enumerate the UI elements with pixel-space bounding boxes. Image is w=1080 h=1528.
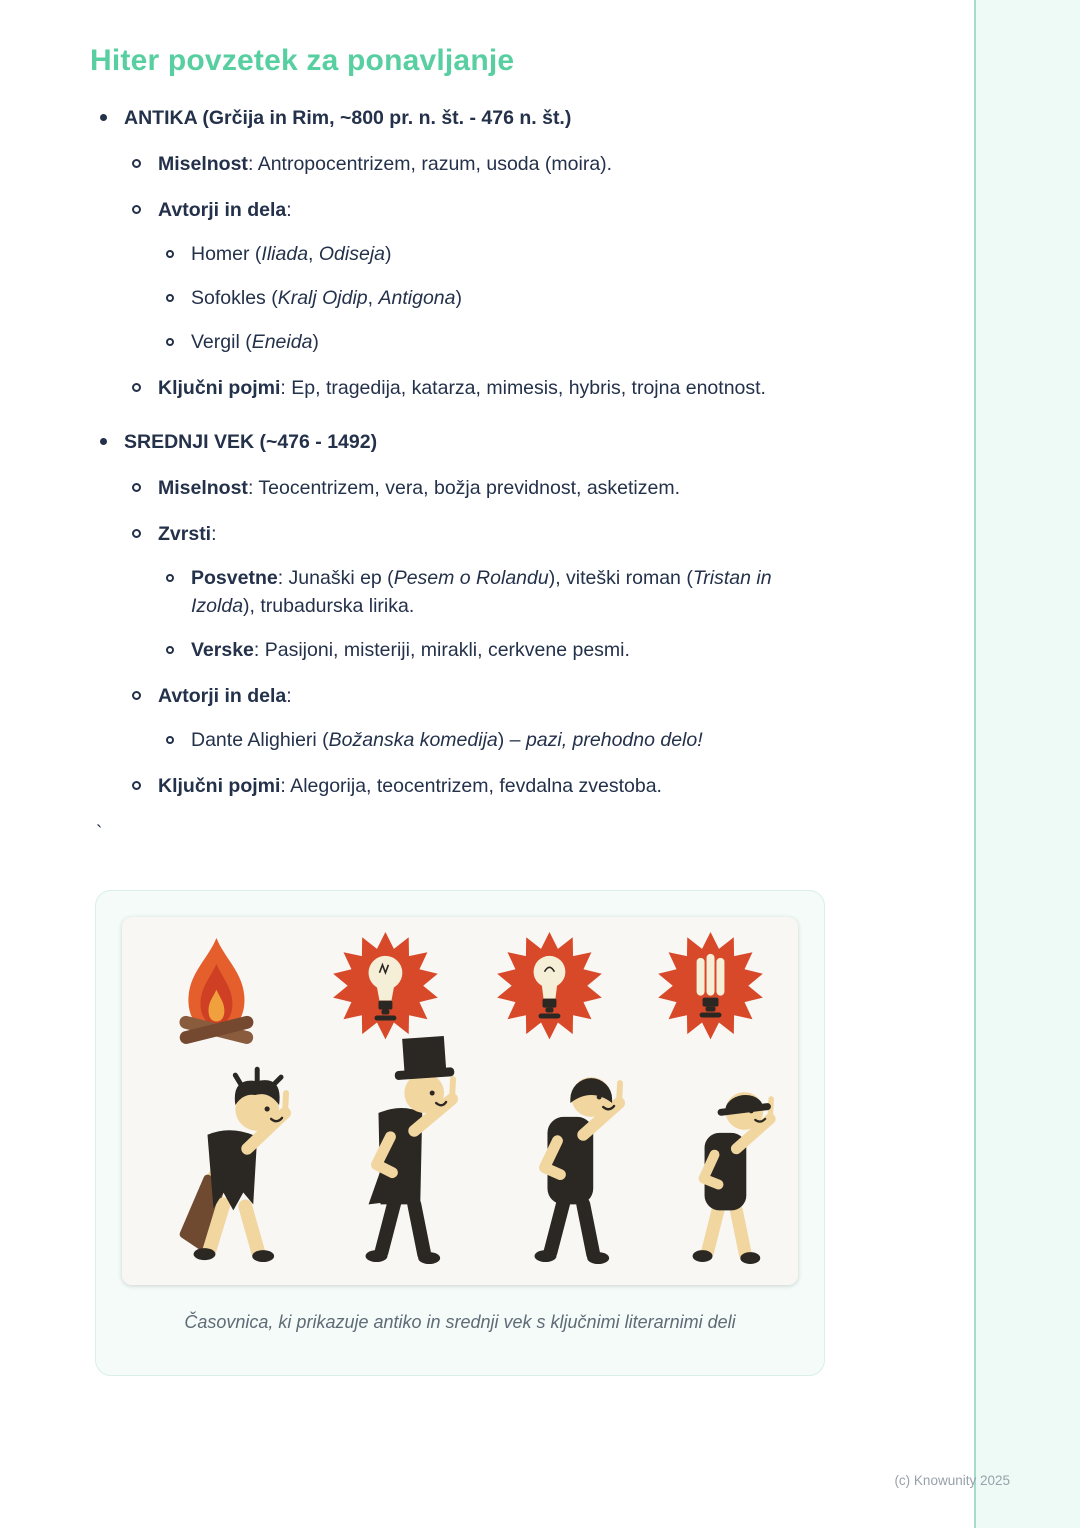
outline-item-l2 (124, 374, 828, 402)
bold-text: Ključni pojmi (158, 377, 281, 399)
man-figure (535, 1077, 620, 1264)
bullet-circle (166, 736, 174, 744)
bold-text: Miselnost (158, 477, 248, 499)
bullet-circle (132, 205, 141, 214)
bold-text: Miselnost (158, 153, 248, 175)
text: ), trubadurska lirika. (243, 595, 415, 617)
text: , (308, 243, 319, 265)
text: : Teocentrizem, vera, božja previdnost, asketizem. (247, 477, 681, 499)
outline-item-text (158, 377, 766, 399)
bullet-circle (132, 529, 141, 538)
bold-text: Avtorji in dela (158, 199, 287, 221)
text: Vergil ( (191, 331, 252, 353)
text: ) – (497, 729, 526, 751)
outline-item-l2 (124, 520, 828, 664)
text: ), viteški roman ( (548, 567, 693, 589)
text: ) (312, 331, 319, 353)
outline-item-l3 (158, 240, 828, 268)
timeline-illustration (122, 923, 798, 1283)
outline-item-text (124, 107, 571, 129)
italic-text: Božanska komedija (328, 729, 498, 751)
right-sidebar-strip (974, 0, 1080, 1528)
text: : Pasijoni, misteriji, mirakli, cerkvene pesmi. (253, 639, 630, 661)
outline-item-text (158, 775, 662, 797)
italic-text: pazi, prehodno delo! (525, 729, 703, 751)
italic-text: Pesem o Rolandu (393, 567, 549, 589)
italic-text: Iliada (261, 243, 309, 265)
outline-item-text (191, 331, 319, 353)
bowler-hat-man-figure (693, 1092, 772, 1264)
italic-text: Tristan in Izolda (191, 567, 772, 617)
outline-item-text (158, 153, 612, 175)
italic-text: Odiseja (318, 243, 386, 265)
bullet-circle (166, 294, 174, 302)
outline-item-text (191, 639, 630, 661)
illustration-caption: Časovnica, ki prikazuje antiko in srednji vek s ključnimi literarnimi deli (184, 1312, 736, 1332)
bold-text: ANTIKA (Grčija in Rim, ~800 pr. n. št. - 476 n. št.) (124, 107, 572, 129)
outline-item-text (191, 567, 772, 617)
bold-text: Ključni pojmi (158, 775, 281, 797)
bold-text: Posvetne (191, 567, 278, 589)
bullet-circle (132, 383, 141, 392)
illustration-card (95, 890, 825, 1376)
bold-text: Avtorji in dela (158, 685, 287, 707)
text: : (211, 523, 217, 545)
text: : (286, 685, 292, 707)
outline-item-l3 (158, 564, 828, 620)
outline-item-text (158, 523, 217, 545)
text: : Junaški ep ( (277, 567, 394, 589)
bullet-circle (132, 781, 141, 790)
outline-item-l2 (124, 682, 828, 754)
top-hat-man-figure (366, 1035, 455, 1264)
outline-subsublist (158, 726, 828, 754)
bullet-disc (100, 438, 107, 445)
outline-item-text (191, 729, 703, 751)
bullet-circle (166, 250, 174, 258)
outline-item-l1 (90, 428, 828, 800)
italic-text: Kralj Ojdip (277, 287, 368, 309)
copyright-footer: (c) Knowunity 2025 (894, 1473, 1010, 1488)
italic-text: Antigona (378, 287, 456, 309)
text: : (286, 199, 292, 221)
main-content (90, 44, 828, 1376)
bullet-circle (166, 574, 174, 582)
text: Sofokles ( (191, 287, 278, 309)
outline (90, 104, 828, 800)
outline-item-text (191, 243, 392, 265)
outline-item-l2 (124, 150, 828, 178)
page-title: Hiter povzetek za ponavljanje (90, 44, 515, 77)
outline-item-l2 (124, 474, 828, 502)
bullet-circle (132, 691, 141, 700)
caveman-figure (184, 1069, 286, 1262)
text: : Ep, tragedija, katarza, mimesis, hybris, trojna enotnost. (280, 377, 766, 399)
outline-item-text (158, 199, 292, 221)
outline-item-l3 (158, 726, 828, 754)
illustration-panel (122, 917, 798, 1285)
outline-subsublist (158, 240, 828, 356)
italic-text: Eneida (251, 331, 313, 353)
bullet-circle (132, 159, 141, 168)
top-hat (392, 1035, 454, 1080)
text: : Alegorija, teocentrizem, fevdalna zvestoba. (280, 775, 662, 797)
outline-item-text (158, 685, 292, 707)
bold-text: Zvrsti (158, 523, 212, 545)
campfire-icon (178, 938, 255, 1045)
outline-item-text (158, 477, 680, 499)
text: Dante Alighieri ( (191, 729, 329, 751)
outline-item-l3 (158, 328, 828, 356)
outline-sublist (124, 150, 828, 402)
text: ) (385, 243, 392, 265)
bullet-circle (132, 483, 141, 492)
bullet-circle (166, 338, 174, 346)
outline-sublist (124, 474, 828, 800)
bullet-disc (100, 114, 107, 121)
outline-subsublist (158, 564, 828, 664)
outline-item-text (191, 287, 462, 309)
outline-item-l1 (90, 104, 828, 402)
bold-text: SREDNJI VEK (~476 - 1492) (124, 431, 378, 453)
outline-item-l2 (124, 196, 828, 356)
text: Homer ( (191, 243, 262, 265)
text: , (367, 287, 379, 309)
outline-list (90, 104, 828, 800)
outline-item-l3 (158, 284, 828, 312)
outline-item-l2 (124, 772, 828, 800)
bullet-circle (166, 646, 174, 654)
text: : Antropocentrizem, razum, usoda (moira). (247, 153, 613, 175)
outline-item-text (124, 431, 377, 453)
text: ) (455, 287, 462, 309)
stray-backtick: ` (96, 823, 103, 844)
bold-text: Verske (191, 639, 254, 661)
outline-item-l3 (158, 636, 828, 664)
